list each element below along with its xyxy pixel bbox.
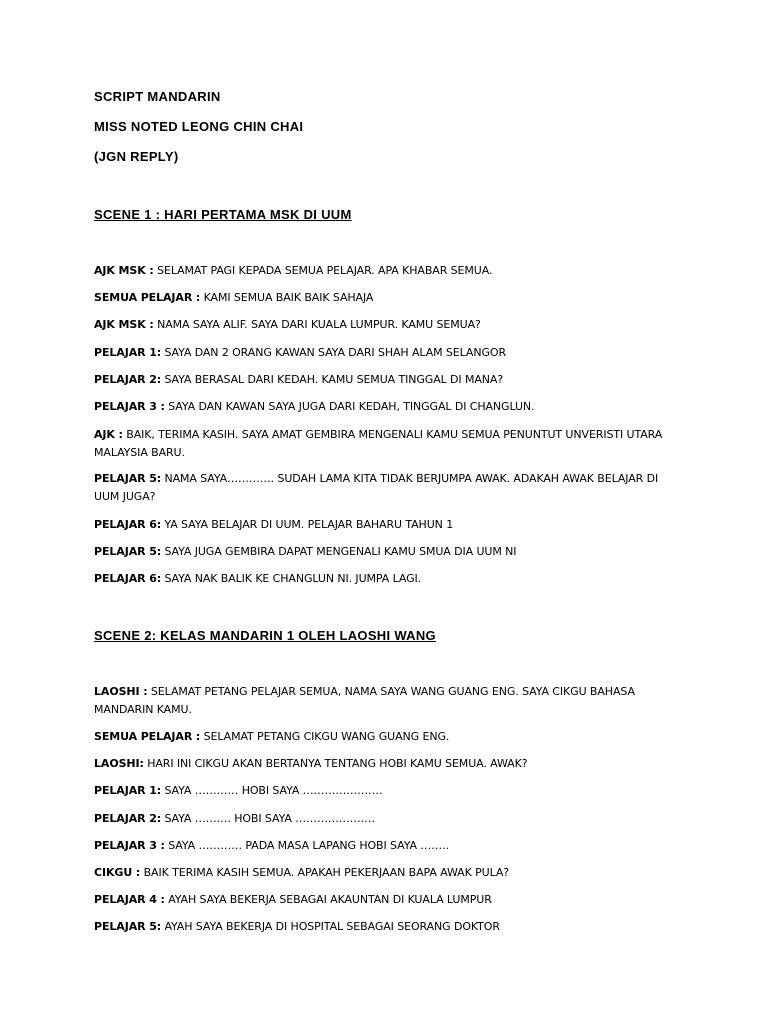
dialogue-line — [94, 543, 684, 561]
document-reply-note: (JGN REPLY) — [94, 149, 179, 164]
scene-title: SCENE 1 : HARI PERTAMA MSK DI UUM — [94, 207, 352, 222]
dialogue-line — [94, 470, 684, 505]
speaker-label: PELAJAR 1: — [94, 346, 162, 359]
dialogue-text: BAIK, TERIMA KASIH. SAYA AMAT GEMBIRA MENGENALI KAMU SEMUA PENUNTUT UNVERISTI UTARA MALAYSIA BARU. — [94, 428, 663, 459]
speaker-label: PELAJAR 6: — [94, 572, 162, 585]
dialogue-line — [94, 516, 684, 534]
dialogue-text: AYAH SAYA BEKERJA SEBAGAI AKAUNTAN DI KUALA LUMPUR — [164, 893, 492, 906]
speaker-label: PELAJAR 3 : — [94, 400, 165, 413]
document-note: MISS NOTED LEONG CHIN CHAI — [94, 119, 304, 134]
dialogue-line — [94, 262, 684, 280]
speaker-label: PELAJAR 5: — [94, 920, 162, 933]
dialogue-text: SAYA NAK BALIK KE CHANGLUN NI. JUMPA LAGI. — [161, 572, 422, 585]
document-title: SCRIPT MANDARIN — [94, 89, 221, 104]
dialogue-line — [94, 316, 684, 334]
dialogue-line — [94, 782, 684, 800]
speaker-label: PELAJAR 3 : — [94, 839, 165, 852]
speaker-label: LAOSHI : — [94, 685, 148, 698]
dialogue-text: HARI INI CIKGU AKAN BERTANYA TENTANG HOBI KAMU SEMUA. AWAK? — [143, 757, 528, 770]
speaker-label: PELAJAR 5: — [94, 545, 162, 558]
dialogue-text: KAMI SEMUA BAIK BAIK SAHAJA — [200, 291, 374, 304]
speaker-label: CIKGU : — [94, 866, 141, 879]
dialogue-line — [94, 728, 684, 746]
speaker-label: PELAJAR 6: — [94, 518, 162, 531]
dialogue-text: SELAMAT PAGI KEPADA SEMUA PELAJAR. APA KHABAR SEMUA. — [153, 264, 493, 277]
dialogue-line — [94, 371, 684, 389]
dialogue-text: SAYA ………. HOBI SAYA …………………. — [161, 812, 375, 825]
scene-title: SCENE 2: KELAS MANDARIN 1 OLEH LAOSHI WANG — [94, 628, 436, 643]
dialogue-text: SAYA ………… HOBI SAYA …………………. — [161, 784, 383, 797]
dialogue-text: SAYA DAN 2 ORANG KAWAN SAYA DARI SHAH ALAM SELANGOR — [161, 346, 507, 359]
dialogue-text: SAYA ………… PADA MASA LAPANG HOBI SAYA …….. — [164, 839, 449, 852]
dialogue-text: SAYA JUGA GEMBIRA DAPAT MENGENALI KAMU SMUA DIA UUM NI — [161, 545, 517, 558]
dialogue-line — [94, 289, 684, 307]
dialogue-line — [94, 570, 684, 588]
speaker-label: PELAJAR 5: — [94, 472, 162, 485]
dialogue-line — [94, 837, 684, 855]
dialogue-line — [94, 755, 684, 773]
dialogue-line — [94, 398, 684, 416]
dialogue-text: SAYA DAN KAWAN SAYA JUGA DARI KEDAH, TINGGAL DI CHANGLUN. — [164, 400, 535, 413]
dialogue-line — [94, 918, 684, 936]
speaker-label: PELAJAR 4 : — [94, 893, 165, 906]
dialogue-text: SELAMAT PETANG PELAJAR SEMUA, NAMA SAYA WANG GUANG ENG. SAYA CIKGU BAHASA MANDARIN KAMU. — [94, 685, 635, 716]
dialogue-line — [94, 426, 684, 461]
speaker-label: LAOSHI: — [94, 757, 144, 770]
speaker-label: PELAJAR 2: — [94, 373, 162, 386]
dialogue-text: SAYA BERASAL DARI KEDAH. KAMU SEMUA TINGGAL DI MANA? — [161, 373, 504, 386]
dialogue-line — [94, 344, 684, 362]
speaker-label: SEMUA PELAJAR : — [94, 291, 201, 304]
dialogue-line — [94, 683, 684, 718]
dialogue-text: NAMA SAYA…………. SUDAH LAMA KITA TIDAK BERJUMPA AWAK. ADAKAH AWAK BELAJAR DI UUM JUGA? — [94, 472, 659, 503]
speaker-label: AJK : — [94, 428, 123, 441]
dialogue-text: BAIK TERIMA KASIH SEMUA. APAKAH PEKERJAAN BAPA AWAK PULA? — [140, 866, 510, 879]
speaker-label: AJK MSK : — [94, 264, 154, 277]
speaker-label: PELAJAR 2: — [94, 812, 162, 825]
dialogue-text: NAMA SAYA ALIF. SAYA DARI KUALA LUMPUR. KAMU SEMUA? — [153, 318, 481, 331]
speaker-label: AJK MSK : — [94, 318, 154, 331]
dialogue-text: YA SAYA BELAJAR DI UUM. PELAJAR BAHARU TAHUN 1 — [161, 518, 454, 531]
dialogue-line — [94, 810, 684, 828]
dialogue-line — [94, 891, 684, 909]
dialogue-line — [94, 864, 684, 882]
dialogue-text: AYAH SAYA BEKERJA DI HOSPITAL SEBAGAI SEORANG DOKTOR — [161, 920, 500, 933]
speaker-label: SEMUA PELAJAR : — [94, 730, 201, 743]
speaker-label: PELAJAR 1: — [94, 784, 162, 797]
dialogue-text: SELAMAT PETANG CIKGU WANG GUANG ENG. — [200, 730, 450, 743]
